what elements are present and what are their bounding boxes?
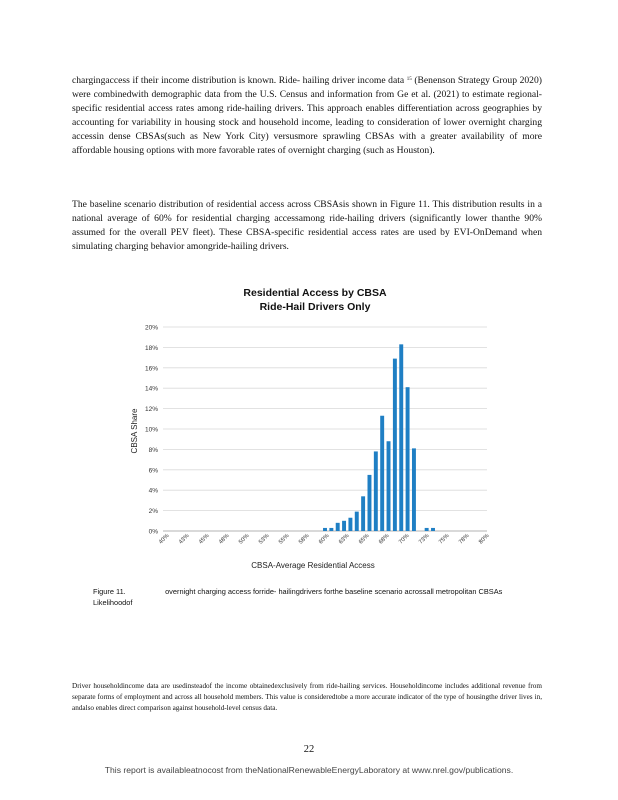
x-tick-label: 65%: [358, 533, 371, 546]
y-tick-label: 4%: [148, 487, 158, 495]
chart-title: Residential Access by CBSA: [243, 287, 387, 299]
chart-bar: [412, 448, 416, 531]
x-tick-label: 80%: [478, 533, 491, 546]
x-tick-label: 50%: [238, 533, 251, 546]
chart-subtitle: Ride-Hail Drivers Only: [259, 301, 371, 313]
chart-bar: [393, 359, 397, 531]
chart-bar: [329, 528, 333, 531]
chart-bar: [406, 387, 410, 531]
y-tick-label: 0%: [148, 528, 158, 536]
footnote: Driver householdincome data are usedinsteadof the income obtainedexclusively from ride-hailing services. Householdincome includes additional revenue from separate forms of employment and across all household members. This value is consideredtobe a more accurate indicator of the type of housingthe driver lives in, andalso enables direct comparison against household-level census data.: [72, 682, 542, 712]
chart-x-ticks: [158, 533, 490, 545]
paragraph-1-rest: (Benenson Strategy Group 2020) were combinedwith demographic data from the U.S. Census and information from Ge et al. (2021) to estimate regional- specific residential access rates among ride-hailing drivers. This approach enables differentiation across geographies by accounting for variability in housing stock and household income, leading to consideration of lower overnight charging accessin dense CBSAs(such as New York City) versusmore sprawling CBSAs with a greater availability of more affordable housing options with more favorable rates of overnight charging (such as Houston).: [72, 75, 542, 156]
x-tick-label: 55%: [278, 533, 291, 546]
y-tick-label: 2%: [148, 508, 158, 516]
chart-bar: [399, 344, 403, 531]
x-tick-label: 70%: [398, 533, 411, 546]
y-tick-label: 20%: [144, 324, 158, 332]
x-tick-label: 63%: [338, 533, 351, 546]
y-tick-label: 18%: [144, 344, 158, 352]
paragraph-1-lead: chargingaccess if their income distribution is known. Ride- hailing driver income data: [72, 75, 405, 86]
chart-bar: [348, 518, 352, 531]
x-tick-label: 73%: [418, 533, 431, 546]
chart-bar: [425, 528, 429, 531]
y-tick-label: 16%: [144, 365, 158, 373]
x-tick-label: 48%: [218, 533, 231, 546]
figure-caption-text: overnight charging access forride- hailingdrivers forthe baseline scenario acrossall metropolitan CBSAs: [165, 587, 503, 596]
x-tick-label: 53%: [258, 533, 271, 546]
chart-bars: [323, 344, 435, 531]
chart-bar: [368, 475, 372, 531]
page-number: 22: [303, 744, 315, 755]
chart-bar: [323, 528, 327, 531]
chart-bar: [380, 416, 384, 531]
chart-bar: [387, 441, 391, 531]
y-tick-label: 6%: [148, 467, 158, 475]
x-tick-label: 40%: [158, 533, 171, 546]
x-tick-label: 75%: [438, 533, 451, 546]
residential-access-chart: [125, 282, 505, 582]
y-tick-label: 10%: [144, 426, 158, 434]
y-tick-label: 8%: [148, 446, 158, 454]
chart-gridlines: [163, 327, 487, 531]
page-footer: This report is availableatnocost from theNationalRenewableEnergyLaboratory at www.nrel.gov/publications.: [104, 765, 514, 775]
footnote-marker[interactable]: 15: [406, 77, 412, 82]
x-tick-label: 78%: [458, 533, 471, 546]
chart-bar: [374, 451, 378, 531]
chart-bar: [361, 496, 365, 531]
chart-x-axis-label: CBSA-Average Residential Access: [251, 561, 375, 570]
chart-bar: [336, 523, 340, 531]
body-paragraph-1: [72, 74, 542, 158]
chart-y-ticks: [145, 325, 158, 536]
y-tick-label: 14%: [144, 385, 158, 393]
x-tick-label: 60%: [318, 533, 331, 546]
chart-y-axis-label: CBSA Share: [130, 408, 139, 454]
y-tick-label: 12%: [144, 406, 158, 414]
x-tick-label: 45%: [198, 533, 211, 546]
x-tick-label: 43%: [178, 533, 191, 546]
x-tick-label: 58%: [298, 533, 311, 546]
figure-caption-label: Figure 11. Likelihoodof: [93, 587, 133, 607]
body-paragraph-2: The baseline scenario distribution of residential access across CBSAsis shown in Figure 11. This distribution results in a national average of 60% for residential charging accessamong ride-hailing drivers (significantly lower thanthe 90% assumed for the overall PEV fleet). These CBSA-specific residential access rates are used by EVI-OnDemand when simulating charging behavior amongride-hailing drivers.: [72, 199, 542, 252]
figure-caption: [93, 586, 513, 608]
chart-bar: [355, 512, 359, 531]
chart-bar: [342, 521, 346, 531]
x-tick-label: 68%: [378, 533, 391, 546]
chart-bar: [431, 528, 435, 531]
